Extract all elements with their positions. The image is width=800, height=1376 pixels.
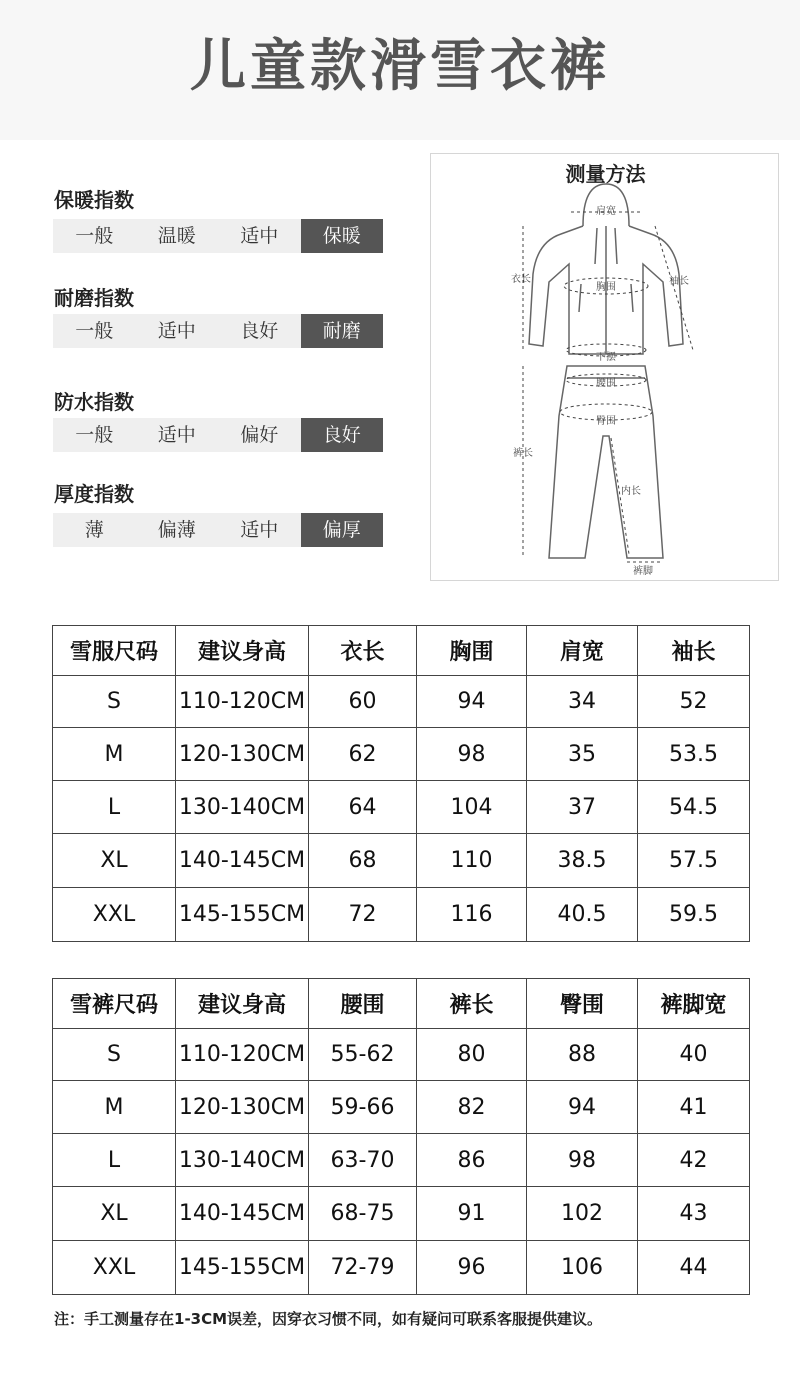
table-row: [53, 1081, 750, 1134]
jacket-size-table: [52, 625, 750, 942]
table-cell: 55-62: [309, 1029, 417, 1081]
table-cell: 110-120CM: [176, 1029, 309, 1081]
label-length: 衣长: [511, 274, 531, 285]
table-cell: 42: [638, 1134, 750, 1187]
table-cell: S: [53, 1029, 176, 1081]
table-cell: 140-145CM: [176, 1187, 309, 1241]
table-cell: 64: [309, 781, 417, 834]
table-cell: 35: [527, 728, 638, 781]
table-row: [53, 1187, 750, 1241]
index-option-selected: 保暖: [301, 219, 384, 253]
index-option-selected: 偏厚: [301, 513, 384, 547]
table-cell: 86: [417, 1134, 527, 1187]
table-row: [53, 676, 750, 728]
table-row: [53, 781, 750, 834]
table-cell: 63-70: [309, 1134, 417, 1187]
table-cell: 68-75: [309, 1187, 417, 1241]
table-cell: 94: [527, 1081, 638, 1134]
garment-illustration: [431, 154, 780, 582]
label-hip: 臀围: [596, 416, 616, 427]
table-header-cell: 建议身高: [176, 979, 309, 1029]
table-cell: 98: [417, 728, 527, 781]
table-header-cell: 雪裤尺码: [53, 979, 176, 1029]
index-option: 偏好: [240, 424, 279, 446]
table-cell: 91: [417, 1187, 527, 1241]
index-option: 一般: [75, 225, 114, 247]
table-cell: 59-66: [309, 1081, 417, 1134]
index-bar-waterproof: [53, 418, 383, 452]
table-cell: S: [53, 676, 176, 728]
label-pants-length: 裤长: [513, 448, 533, 459]
hood-outline: [583, 184, 629, 226]
table-header-cell: 腰围: [309, 979, 417, 1029]
table-cell: 116: [417, 888, 527, 942]
table-row: [53, 1134, 750, 1187]
table-cell: XXL: [53, 1241, 176, 1295]
index-bar-warmth: [53, 219, 383, 253]
table-cell: 130-140CM: [176, 781, 309, 834]
sleeve-measure-line: [655, 226, 693, 350]
table-cell: M: [53, 728, 176, 781]
table-cell: 104: [417, 781, 527, 834]
table-cell: 40.5: [527, 888, 638, 942]
label-sleeve: 袖长: [669, 276, 689, 287]
table-cell: 34: [527, 676, 638, 728]
index-option-selected: 耐磨: [301, 314, 384, 348]
table-cell: 59.5: [638, 888, 750, 942]
table-cell: 72-79: [309, 1241, 417, 1295]
table-cell: 94: [417, 676, 527, 728]
table-header-cell: 裤长: [417, 979, 527, 1029]
measure-title: 测量方法: [565, 162, 646, 186]
table-cell: L: [53, 1134, 176, 1187]
index-option: 温暖: [157, 225, 196, 247]
table-cell: 72: [309, 888, 417, 942]
index-option: 适中: [157, 424, 196, 446]
table-cell: 88: [527, 1029, 638, 1081]
table-cell: 52: [638, 676, 750, 728]
table-header-cell: 衣长: [309, 626, 417, 676]
label-shoulder: 肩宽: [596, 206, 616, 217]
index-option-selected: 良好: [301, 418, 384, 452]
index-option: 适中: [240, 225, 279, 247]
label-inseam: 内长: [621, 486, 641, 497]
table-cell: 53.5: [638, 728, 750, 781]
table-header-cell: 雪服尺码: [53, 626, 176, 676]
table-cell: 80: [417, 1029, 527, 1081]
page-title: 儿童款滑雪衣裤: [190, 34, 610, 99]
pants-outline: [549, 366, 663, 558]
table-header-cell: 建议身高: [176, 626, 309, 676]
measurement-diagram: [430, 153, 779, 581]
table-cell: 96: [417, 1241, 527, 1295]
table-cell: 68: [309, 834, 417, 888]
table-header-cell: 袖长: [638, 626, 750, 676]
table-row: [53, 1241, 750, 1295]
label-leg-opening: 裤脚: [633, 566, 653, 577]
table-cell: 62: [309, 728, 417, 781]
table-cell: 98: [527, 1134, 638, 1187]
table-cell: XL: [53, 1187, 176, 1241]
index-option: 薄: [84, 519, 104, 541]
table-header-cell: 胸围: [417, 626, 527, 676]
table-cell: 37: [527, 781, 638, 834]
table-row: [53, 888, 750, 942]
table-header-row: [53, 626, 750, 676]
table-cell: 130-140CM: [176, 1134, 309, 1187]
table-cell: 41: [638, 1081, 750, 1134]
table-cell: 140-145CM: [176, 834, 309, 888]
index-bar-thickness: [53, 513, 383, 547]
table-row: [53, 834, 750, 888]
index-option: 适中: [240, 519, 279, 541]
label-chest: 胸围: [596, 282, 616, 293]
table-cell: 57.5: [638, 834, 750, 888]
table-cell: 60: [309, 676, 417, 728]
index-title-wear: 耐磨指数: [54, 286, 134, 310]
index-title-warmth: 保暖指数: [54, 188, 134, 212]
table-row: [53, 728, 750, 781]
table-cell: 54.5: [638, 781, 750, 834]
table-cell: L: [53, 781, 176, 834]
index-option: 一般: [75, 320, 114, 342]
table-header-cell: 裤脚宽: [638, 979, 750, 1029]
index-option: 一般: [75, 424, 114, 446]
table-header-row: [53, 979, 750, 1029]
table-cell: 43: [638, 1187, 750, 1241]
table-cell: 82: [417, 1081, 527, 1134]
pants-size-table: [52, 978, 750, 1295]
table-row: [53, 1029, 750, 1081]
table-cell: 145-155CM: [176, 888, 309, 942]
index-option: 偏薄: [157, 519, 196, 541]
table-cell: 110: [417, 834, 527, 888]
table-cell: 106: [527, 1241, 638, 1295]
table-cell: 110-120CM: [176, 676, 309, 728]
table-cell: 120-130CM: [176, 728, 309, 781]
index-option: 适中: [157, 320, 196, 342]
index-title-thickness: 厚度指数: [54, 482, 134, 506]
table-header-cell: 肩宽: [527, 626, 638, 676]
index-title-waterproof: 防水指数: [54, 390, 134, 414]
label-waist: 腰围: [596, 378, 616, 389]
measurement-note: 注：手工测量存在1-3CM误差，因穿衣习惯不同，如有疑问可联系客服提供建议。: [54, 1310, 603, 1328]
index-option: 良好: [240, 320, 279, 342]
table-cell: 44: [638, 1241, 750, 1295]
index-bar-wear: [53, 314, 383, 348]
label-hem: 下摆: [596, 352, 616, 363]
table-cell: 120-130CM: [176, 1081, 309, 1134]
table-cell: 145-155CM: [176, 1241, 309, 1295]
table-cell: M: [53, 1081, 176, 1134]
table-cell: XL: [53, 834, 176, 888]
table-cell: XXL: [53, 888, 176, 942]
table-cell: 40: [638, 1029, 750, 1081]
table-cell: 102: [527, 1187, 638, 1241]
table-cell: 38.5: [527, 834, 638, 888]
table-header-cell: 臀围: [527, 979, 638, 1029]
